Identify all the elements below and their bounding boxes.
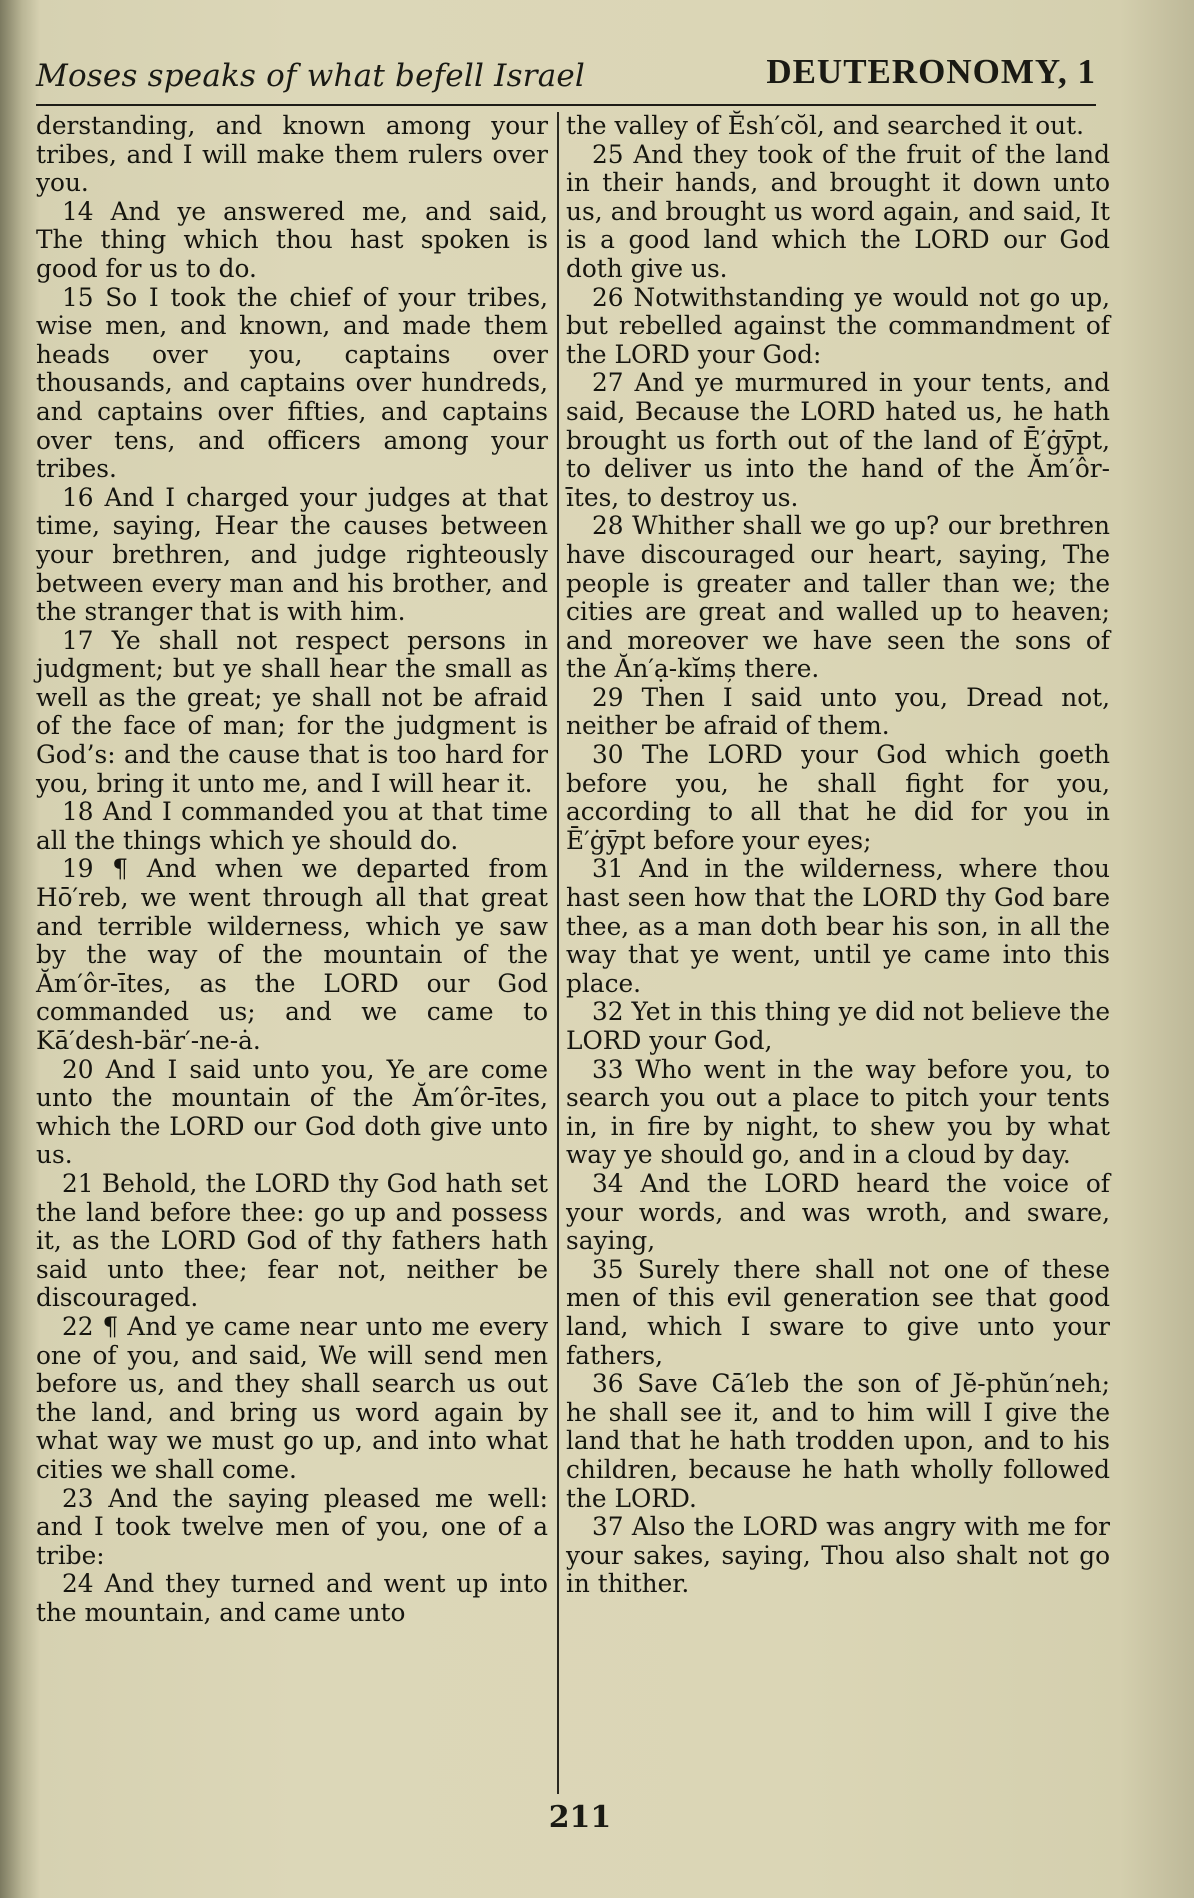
- verse-23: 23 And the saying pleased me well: and I took twelve men of you, one of a tribe:: [36, 1483, 548, 1570]
- verse-text: the valley of Ĕsh′cŏl, and searched it out.: [566, 111, 1084, 140]
- verse-34: 34 And the LORD heard the voice of your words, and was wroth, and sware, saying,: [566, 1168, 1110, 1256]
- verse-32: 32 Yet in this thing ye did not believe the LORD your God,: [566, 997, 1110, 1055]
- verse-31: 31 And in the wilderness, where thou hast seen how that the LORD thy God bare thee, as a man doth bear his son, in all the way that ye went, until ye came into this place.: [566, 854, 1110, 998]
- verse-16: 16 And I charged your judges at that time, saying, Hear the causes between your brethren, and judge righteously between every man and his brother, and the stranger that is with him.: [36, 482, 548, 627]
- column-divider: [557, 112, 559, 1794]
- verse-17: 17 Ye shall not respect persons in judgment; but ye shall hear the small as well as the great; ye shall not be afraid of the face of man; for the judgment is God’s: and the cause that is too hard for you, bring it unto me, and I will hear it.: [36, 625, 548, 798]
- verse-33: 33 Who went in the way before you, to search you out a place to pitch your tents in, in fire by night, to shew you by what way ye should go, and in a cloud by day.: [566, 1054, 1110, 1170]
- running-head-left: Moses speaks of what befell Israel: [36, 58, 586, 94]
- verse-25: 25 And they took of the fruit of the land in their hands, and brought it down unto us, and brought us word again, and said, It is a good land which the LORD our God doth give us.: [566, 139, 1110, 283]
- verse-19: 19 ¶ And when we departed from Hō′reb, we went through all that great and terrible wilderness, which ye saw by the way of the mountain of the Ăm′ôr-ītes, as the LORD our God commanded us; and we came to Kā′desh-bär′-ne-ȧ.: [36, 854, 548, 1055]
- verse-20: 20 And I said unto you, Ye are come unto the mountain of the Ăm′ôr-ītes, which the LORD our God doth give unto us.: [36, 1054, 548, 1170]
- verse-30: 30 The LORD your God which goeth before you, he shall fight for you, according to all that he did for you in Ē′ġȳpt before your eyes;: [566, 740, 1110, 855]
- verse-26: 26 Notwithstanding ye would not go up, but rebelled against the commandment of the LORD your God:: [566, 282, 1110, 369]
- verse-text: derstanding, and known among your tribes, and I will make them rulers over you.: [36, 111, 548, 198]
- verse-21: 21 Behold, the LORD thy God hath set the land before thee: go up and possess it, as the LORD God of thy fathers hath said unto thee; fear not, neither be discouraged.: [36, 1168, 548, 1313]
- right-column: [566, 112, 1110, 1798]
- verse-29: 29 Then I said unto you, Dread not, neither be afraid of them.: [566, 682, 1110, 741]
- verse-28: 28 Whither shall we go up? our brethren have discouraged our heart, saying, The people is greater and taller than we; the cities are great and walled up to heaven; and moreover we have seen the sons of the Ăn′ạ-kĭmș there.: [566, 511, 1110, 684]
- verse-36: 36 Save Cā′leb the son of Jĕ-phŭn′neh; he shall see it, and to him will I give the land that he hath trodden upon, and to his children, because he hath wholly followed the LORD.: [566, 1369, 1110, 1513]
- verse-18: 18 And I commanded you at that time all the things which ye should do.: [36, 797, 548, 855]
- left-column: [36, 112, 548, 1798]
- page-number: 211: [548, 1800, 612, 1835]
- verse-24: 24 And they turned and went up into the mountain, and came unto: [36, 1569, 548, 1627]
- verse-22: 22 ¶ And ye came near unto me every one of you, and said, We will send men before us, and they shall search us out the land, and bring us word again by what way we must go up, and into what cities we shall come.: [36, 1311, 548, 1484]
- verse-37: 37 Also the LORD was angry with me for your sakes, saying, Thou also shalt not go in thither.: [566, 1512, 1110, 1599]
- header-rule: [36, 104, 1096, 106]
- verse-15: 15 So I took the chief of your tribes, wise men, and known, and made them heads over you, captains over thousands, and captains over hundreds, and captains over fifties, and captains over tens, and officers among your tribes.: [36, 282, 548, 484]
- running-header: [36, 52, 1096, 100]
- verse-14: 14 And ye answered me, and said, The thing which thou hast spoken is good for us to do.: [36, 196, 548, 283]
- verse-27: 27 And ye murmured in your tents, and said, Because the LORD hated us, he hath brought us forth out of the land of Ē′ġȳpt, to deliver us into the hand of the Ăm′ôr-ītes, to destroy us.: [566, 368, 1110, 512]
- verse-35: 35 Surely there shall not one of these men of this evil generation see that good land, which I sware to give unto your fathers,: [566, 1254, 1110, 1370]
- running-head-right: DEUTERONOMY, 1: [766, 52, 1096, 91]
